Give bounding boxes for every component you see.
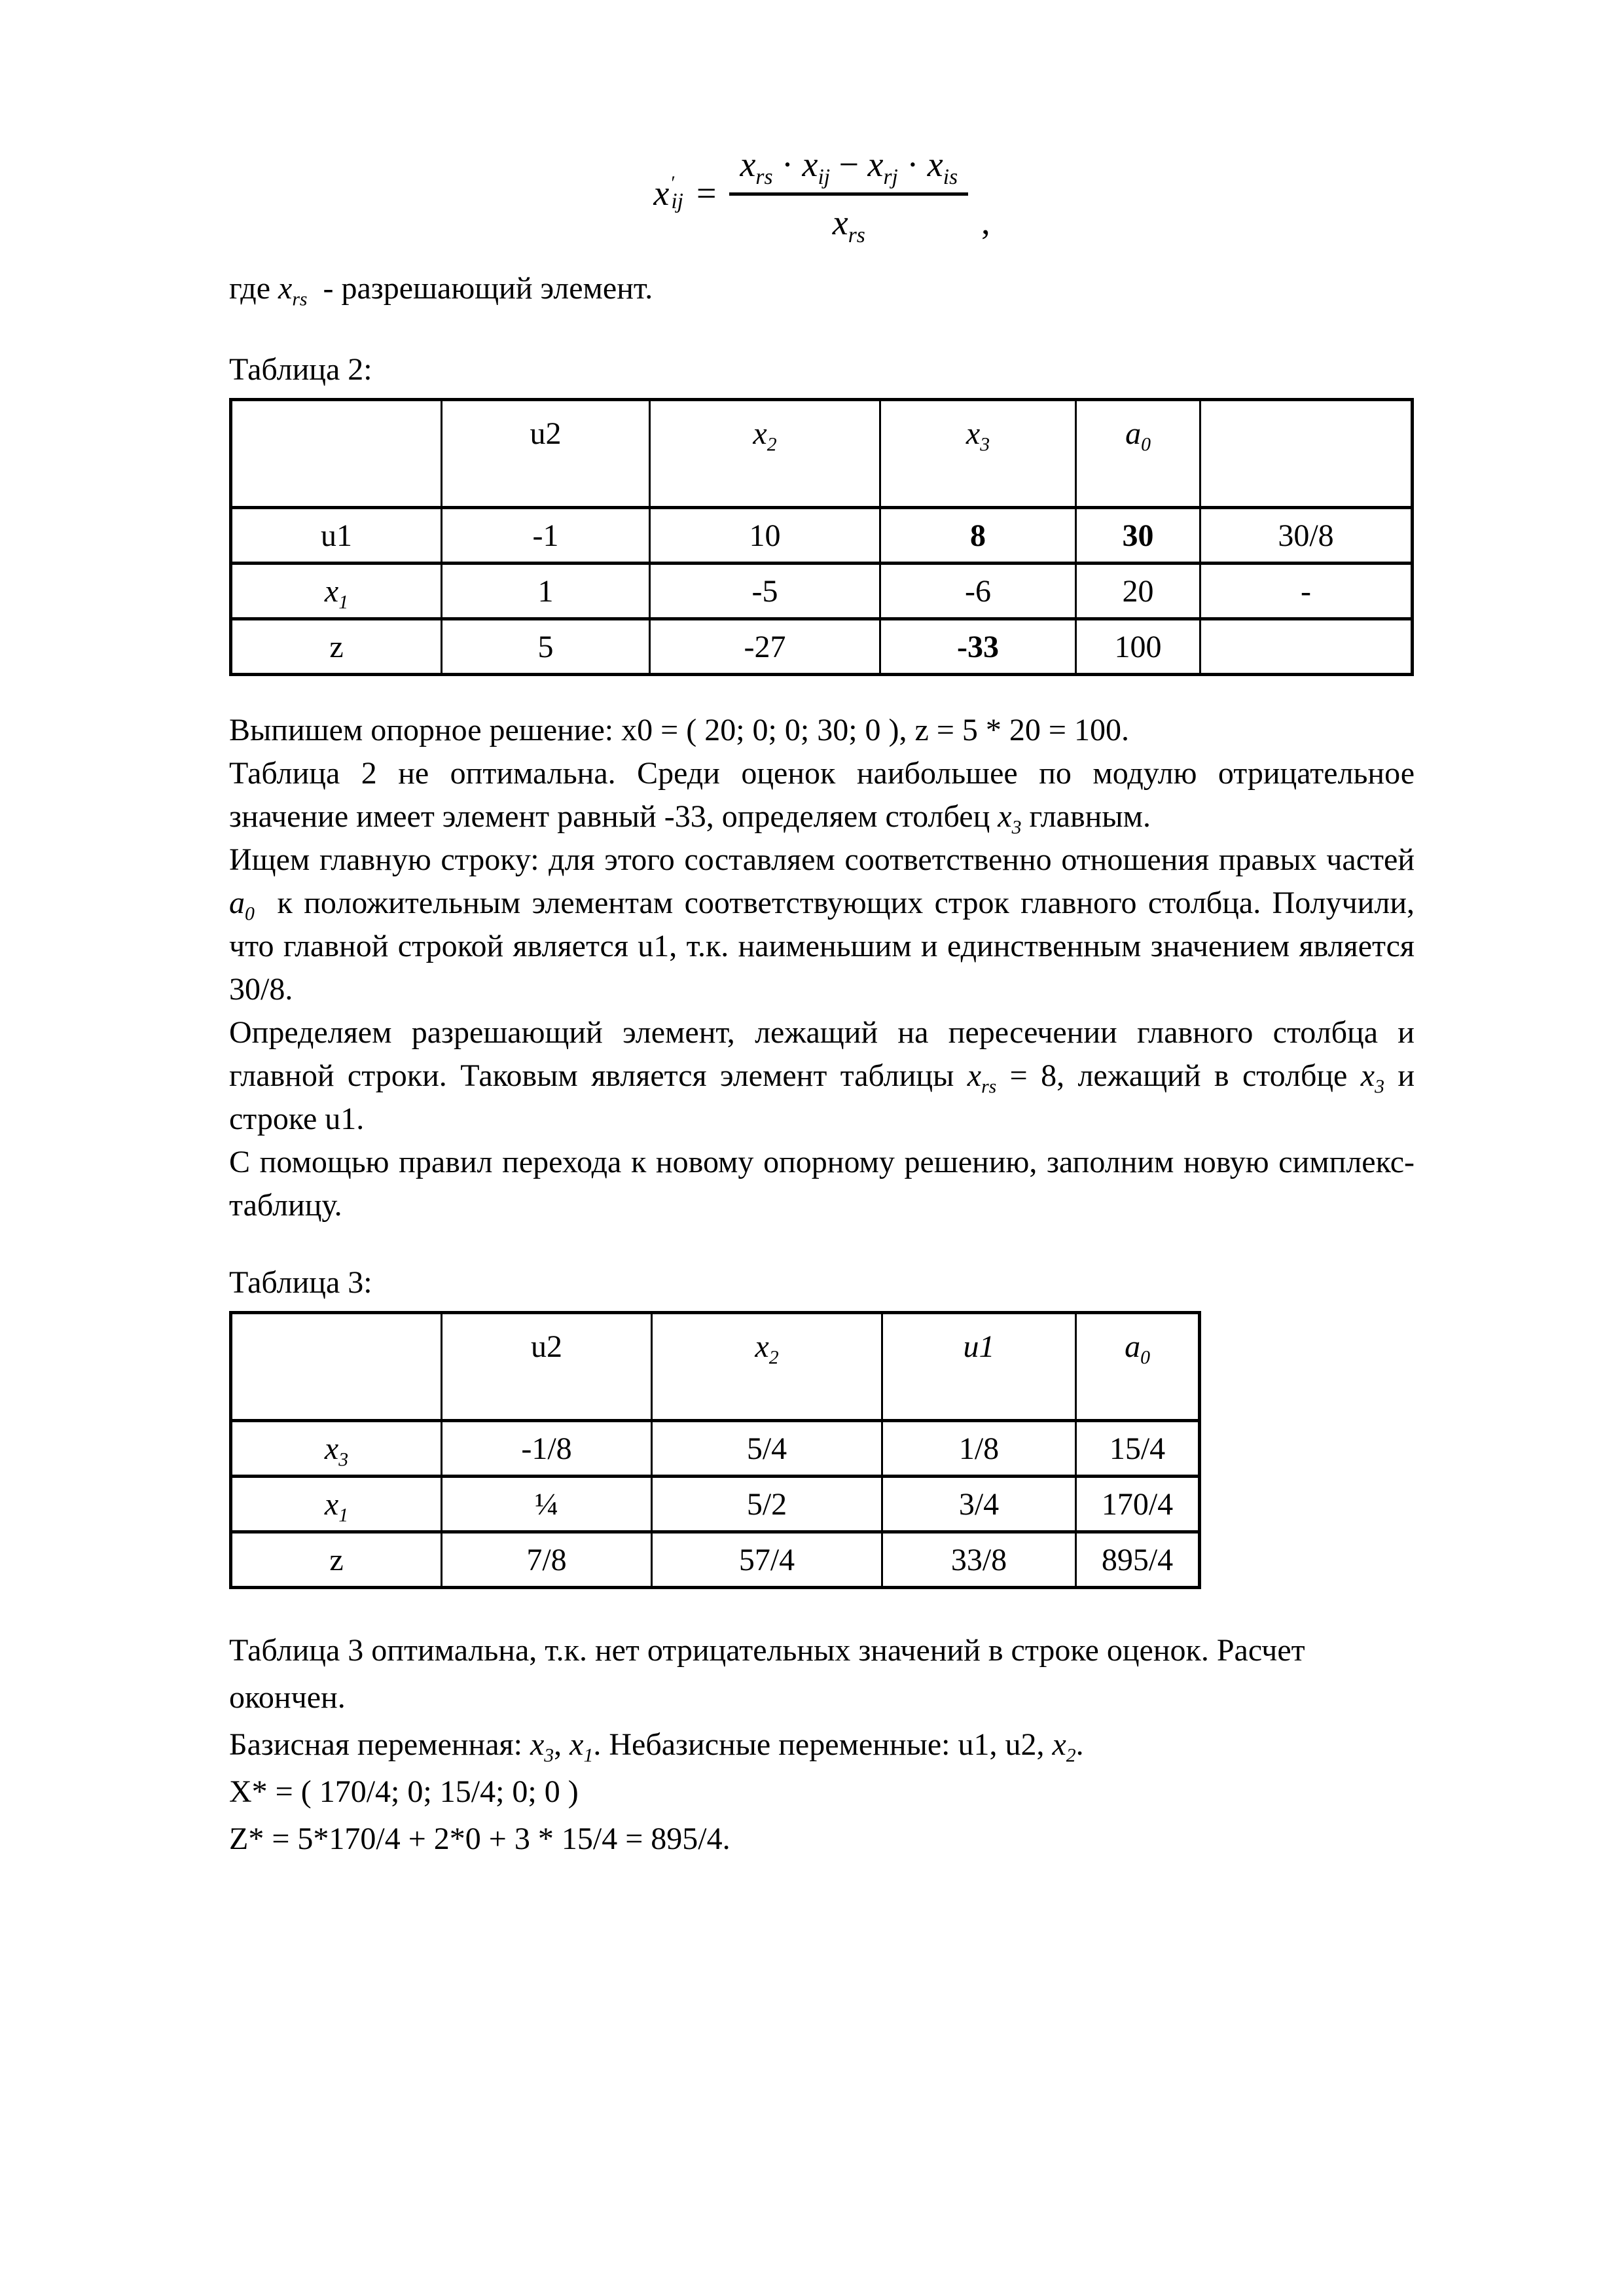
table-cell: -1 [442, 508, 650, 564]
table-cell: ¼ [442, 1477, 652, 1532]
formula-prime-sub [671, 172, 683, 214]
header-cell [1200, 400, 1413, 508]
table-cell: 5/4 [652, 1421, 882, 1477]
table-cell [1200, 619, 1413, 675]
table-cell: -33 [880, 619, 1076, 675]
formula-legend-line: где $x_{rs}$ - разрешающий элемент. [229, 271, 653, 310]
table2-caption: Таблица 2: [229, 352, 372, 387]
table-cell: 7/8 [442, 1532, 652, 1588]
table-cell: z [231, 1532, 442, 1588]
transition-formula [229, 131, 1415, 255]
table-cell: 5 [442, 619, 650, 675]
analysis-text-block [229, 709, 1415, 1227]
header-cell: $x_3$ [880, 400, 1076, 508]
table-row [231, 1421, 1200, 1477]
paragraph: Выпишем опорное решение: x0 = ( 20; 0; 0; 30; 0 ), z = 5 * 20 = 100. [229, 713, 1129, 747]
table-cell: 895/4 [1076, 1532, 1200, 1588]
table-row [231, 1532, 1200, 1588]
paragraph: Базисная переменная: $x_3$, $x_1$. Небазисные переменные: u1, u2, $x_2$. [229, 1727, 1084, 1767]
formula-fraction [729, 144, 968, 247]
formula-subscript: ij [671, 189, 683, 214]
fraction-numerator: $x_{rs} \cdot x_{ij} - x_{rj} \cdot x_{is}$ [729, 144, 968, 196]
paragraph: Таблица 3 оптимальна, т.к. нет отрицательных значений в строке оценок. Расчет окончен. [229, 1633, 1305, 1715]
table-cell: 1 [442, 564, 650, 619]
formula-lhs [653, 173, 683, 213]
table-cell: 5/2 [652, 1477, 882, 1532]
paragraph: С помощью правил перехода к новому опорному решению, заполним новую симплекс-таблицу. [229, 1145, 1415, 1223]
paragraph: Определяем разрешающий элемент, лежащий на пересечении главного столбца и главной строки. Таковым является элемент таблицы $x_{rs} = 8$, лежащий в столбце $x_3$ и строке u1. [229, 1015, 1415, 1136]
paragraph: X* = ( 170/4; 0; 15/4; 0; 0 ) [229, 1774, 579, 1809]
table-row [231, 508, 1413, 564]
header-cell [231, 1313, 442, 1421]
header-cell: $x_2$ [650, 400, 880, 508]
header-cell: u2 [442, 1313, 652, 1421]
table-cell: -6 [880, 564, 1076, 619]
header-cell [231, 400, 442, 508]
result-text-block [229, 1627, 1415, 1863]
table-cell: -1/8 [442, 1421, 652, 1477]
header-cell: u1 [882, 1313, 1076, 1421]
table-cell: 1/8 [882, 1421, 1076, 1477]
table3-header-row [231, 1313, 1200, 1421]
header-cell: $a_0$ [1076, 400, 1200, 508]
header-cell: u2 [442, 400, 650, 508]
table-row [231, 564, 1413, 619]
table-row [231, 619, 1413, 675]
table-cell: 170/4 [1076, 1477, 1200, 1532]
formula-base: x [653, 173, 670, 213]
header-cell: $x_2$ [652, 1313, 882, 1421]
table-cell: -5 [650, 564, 880, 619]
simplex-table-2 [229, 398, 1414, 676]
table-cell: 30 [1076, 508, 1200, 564]
table-cell: 30/8 [1200, 508, 1413, 564]
simplex-table-3 [229, 1311, 1201, 1589]
table3-caption: Таблица 3: [229, 1265, 372, 1300]
paragraph: Ищем главную строку: для этого составляем соответственно отношения правых частей $a_0$ к положительным элементам соответствующих строк главного столбца. Получили, что главной строкой является u1, т.к. наименьшим и единственным значением является 30/8. [229, 842, 1415, 1007]
table-cell: $x_3$ [231, 1421, 442, 1477]
table-cell: 33/8 [882, 1532, 1076, 1588]
table-cell: 10 [650, 508, 880, 564]
table-row [231, 1477, 1200, 1532]
table-cell: $x_1$ [231, 564, 442, 619]
paragraph: Таблица 2 не оптимальна. Среди оценок наибольшее по модулю отрицательное значение имеет элемент равный -33, определяем столбец $x_3$ главным. [229, 756, 1415, 838]
table-cell: 3/4 [882, 1477, 1076, 1532]
table-cell: u1 [231, 508, 442, 564]
equals-sign: = [696, 173, 717, 213]
paragraph: Z* = 5*170/4 + 2*0 + 3 * 15/4 = 895/4. [229, 1821, 731, 1856]
table-cell: -27 [650, 619, 880, 675]
table-cell: 8 [880, 508, 1076, 564]
table2-header-row [231, 400, 1413, 508]
prime-mark: ′ [671, 172, 676, 194]
table-cell: z [231, 619, 442, 675]
table-cell: $x_1$ [231, 1477, 442, 1532]
fraction-denominator: $x_{rs}$ [832, 202, 865, 247]
table-cell: - [1200, 564, 1413, 619]
formula-comma: , [981, 202, 990, 242]
table-cell: 100 [1076, 619, 1200, 675]
table-cell: 57/4 [652, 1532, 882, 1588]
table-cell: 15/4 [1076, 1421, 1200, 1477]
table-cell: 20 [1076, 564, 1200, 619]
header-cell: $a_0$ [1076, 1313, 1200, 1421]
